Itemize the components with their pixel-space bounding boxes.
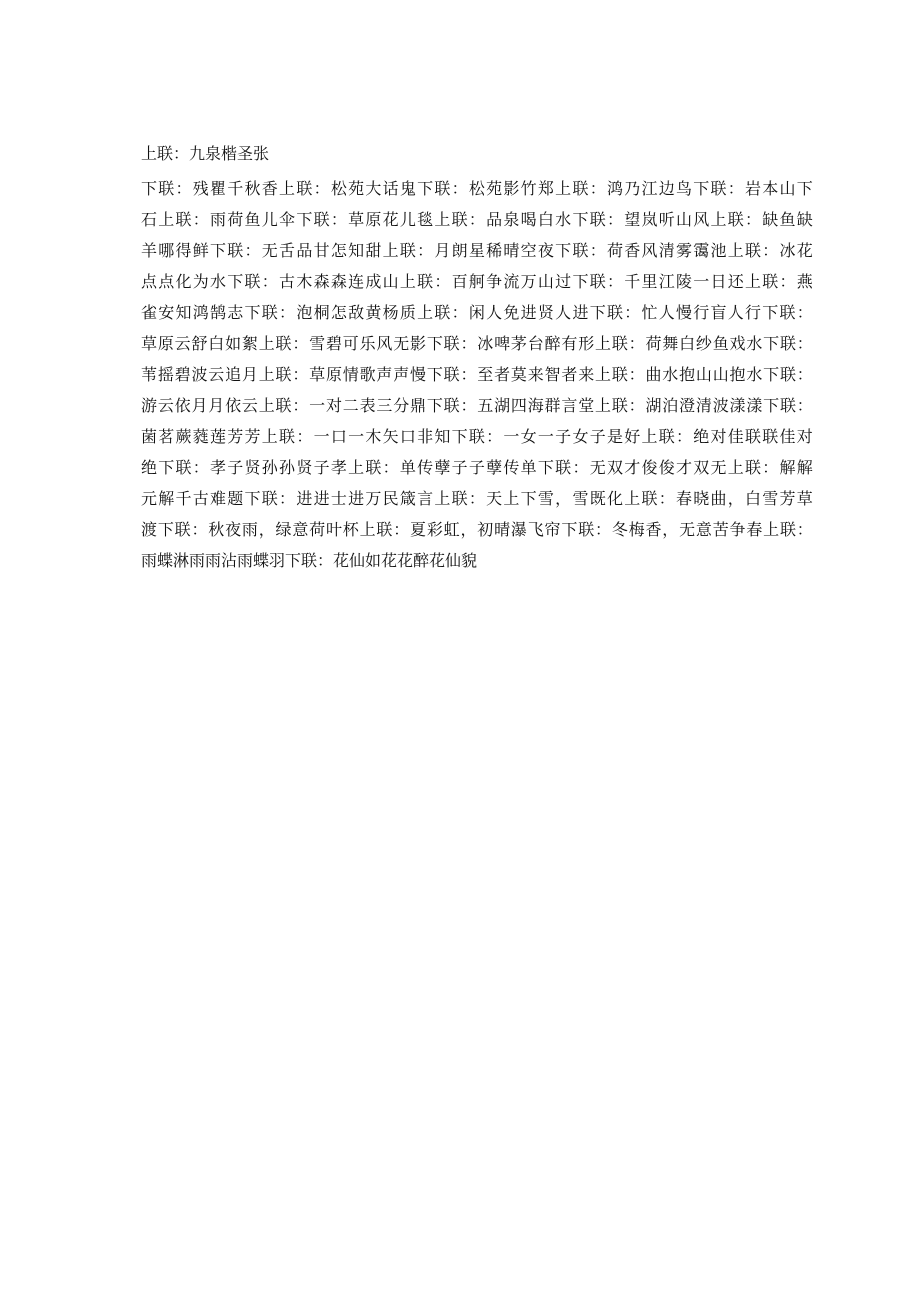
text-line-3: 石上联：雨荷鱼儿伞下联：草原花儿毯上联：品泉喝白水下联：望岚听山风上联：缺鱼缺 bbox=[141, 210, 813, 229]
text-line-12: 元解千古难题下联：进进士进万民箴言上联：天上下雪，雪既化上联：春晓曲，白雪芳草 bbox=[141, 489, 813, 508]
text-line-14: 雨蝶淋雨雨沾雨蝶羽下联：花仙如花花醉花仙貌 bbox=[141, 551, 478, 570]
text-line-2: 下联：残瞿千秋香上联：松苑大话鬼下联：松苑影竹郑上联：鸿乃江边鸟下联：岩本山下 bbox=[141, 179, 813, 198]
text-line-9: 游云依月月依云上联：一对二表三分鼎下联：五湖四海群言堂上联：湖泊澄清波漾漾下联： bbox=[141, 396, 813, 415]
text-line-4: 羊哪得鲜下联：无舌品甘怎知甜上联：月朗星稀晴空夜下联：荷香风清雾霭池上联：冰花 bbox=[141, 241, 813, 260]
text-line-7: 草原云舒白如絮上联：雪碧可乐风无影下联：冰啤茅台醉有形上联：荷舞白纱鱼戏水下联： bbox=[141, 334, 813, 353]
couplet-text-block bbox=[141, 138, 813, 576]
text-line-8: 苇摇碧波云追月上联：草原情歌声声慢下联：至者莫来智者来上联：曲水抱山山抱水下联： bbox=[141, 365, 813, 384]
text-line-11: 绝下联：孝子贤孙孙贤子孝上联：单传孽子子孽传单下联：无双才俊俊才双无上联：解解 bbox=[141, 458, 813, 477]
text-line-6: 雀安知鸿鹄志下联：泡桐怎敌黄杨质上联：闲人免进贤人进下联：忙人慢行盲人行下联： bbox=[141, 303, 813, 322]
text-line-5: 点点化为水下联：古木森森连成山上联：百舸争流万山过下联：千里江陵一日还上联：燕 bbox=[141, 272, 813, 291]
text-line-13: 渡下联：秋夜雨，绿意荷叶杯上联：夏彩虹，初晴瀑飞帘下联：冬梅香，无意苦争春上联： bbox=[141, 520, 813, 539]
text-line-10: 菌茗蕨蕤莲芳芳上联：一口一木矢口非知下联：一女一子女子是好上联：绝对佳联联佳对 bbox=[141, 427, 813, 446]
text-line-1: 上联：九泉楷圣张 bbox=[141, 144, 270, 163]
